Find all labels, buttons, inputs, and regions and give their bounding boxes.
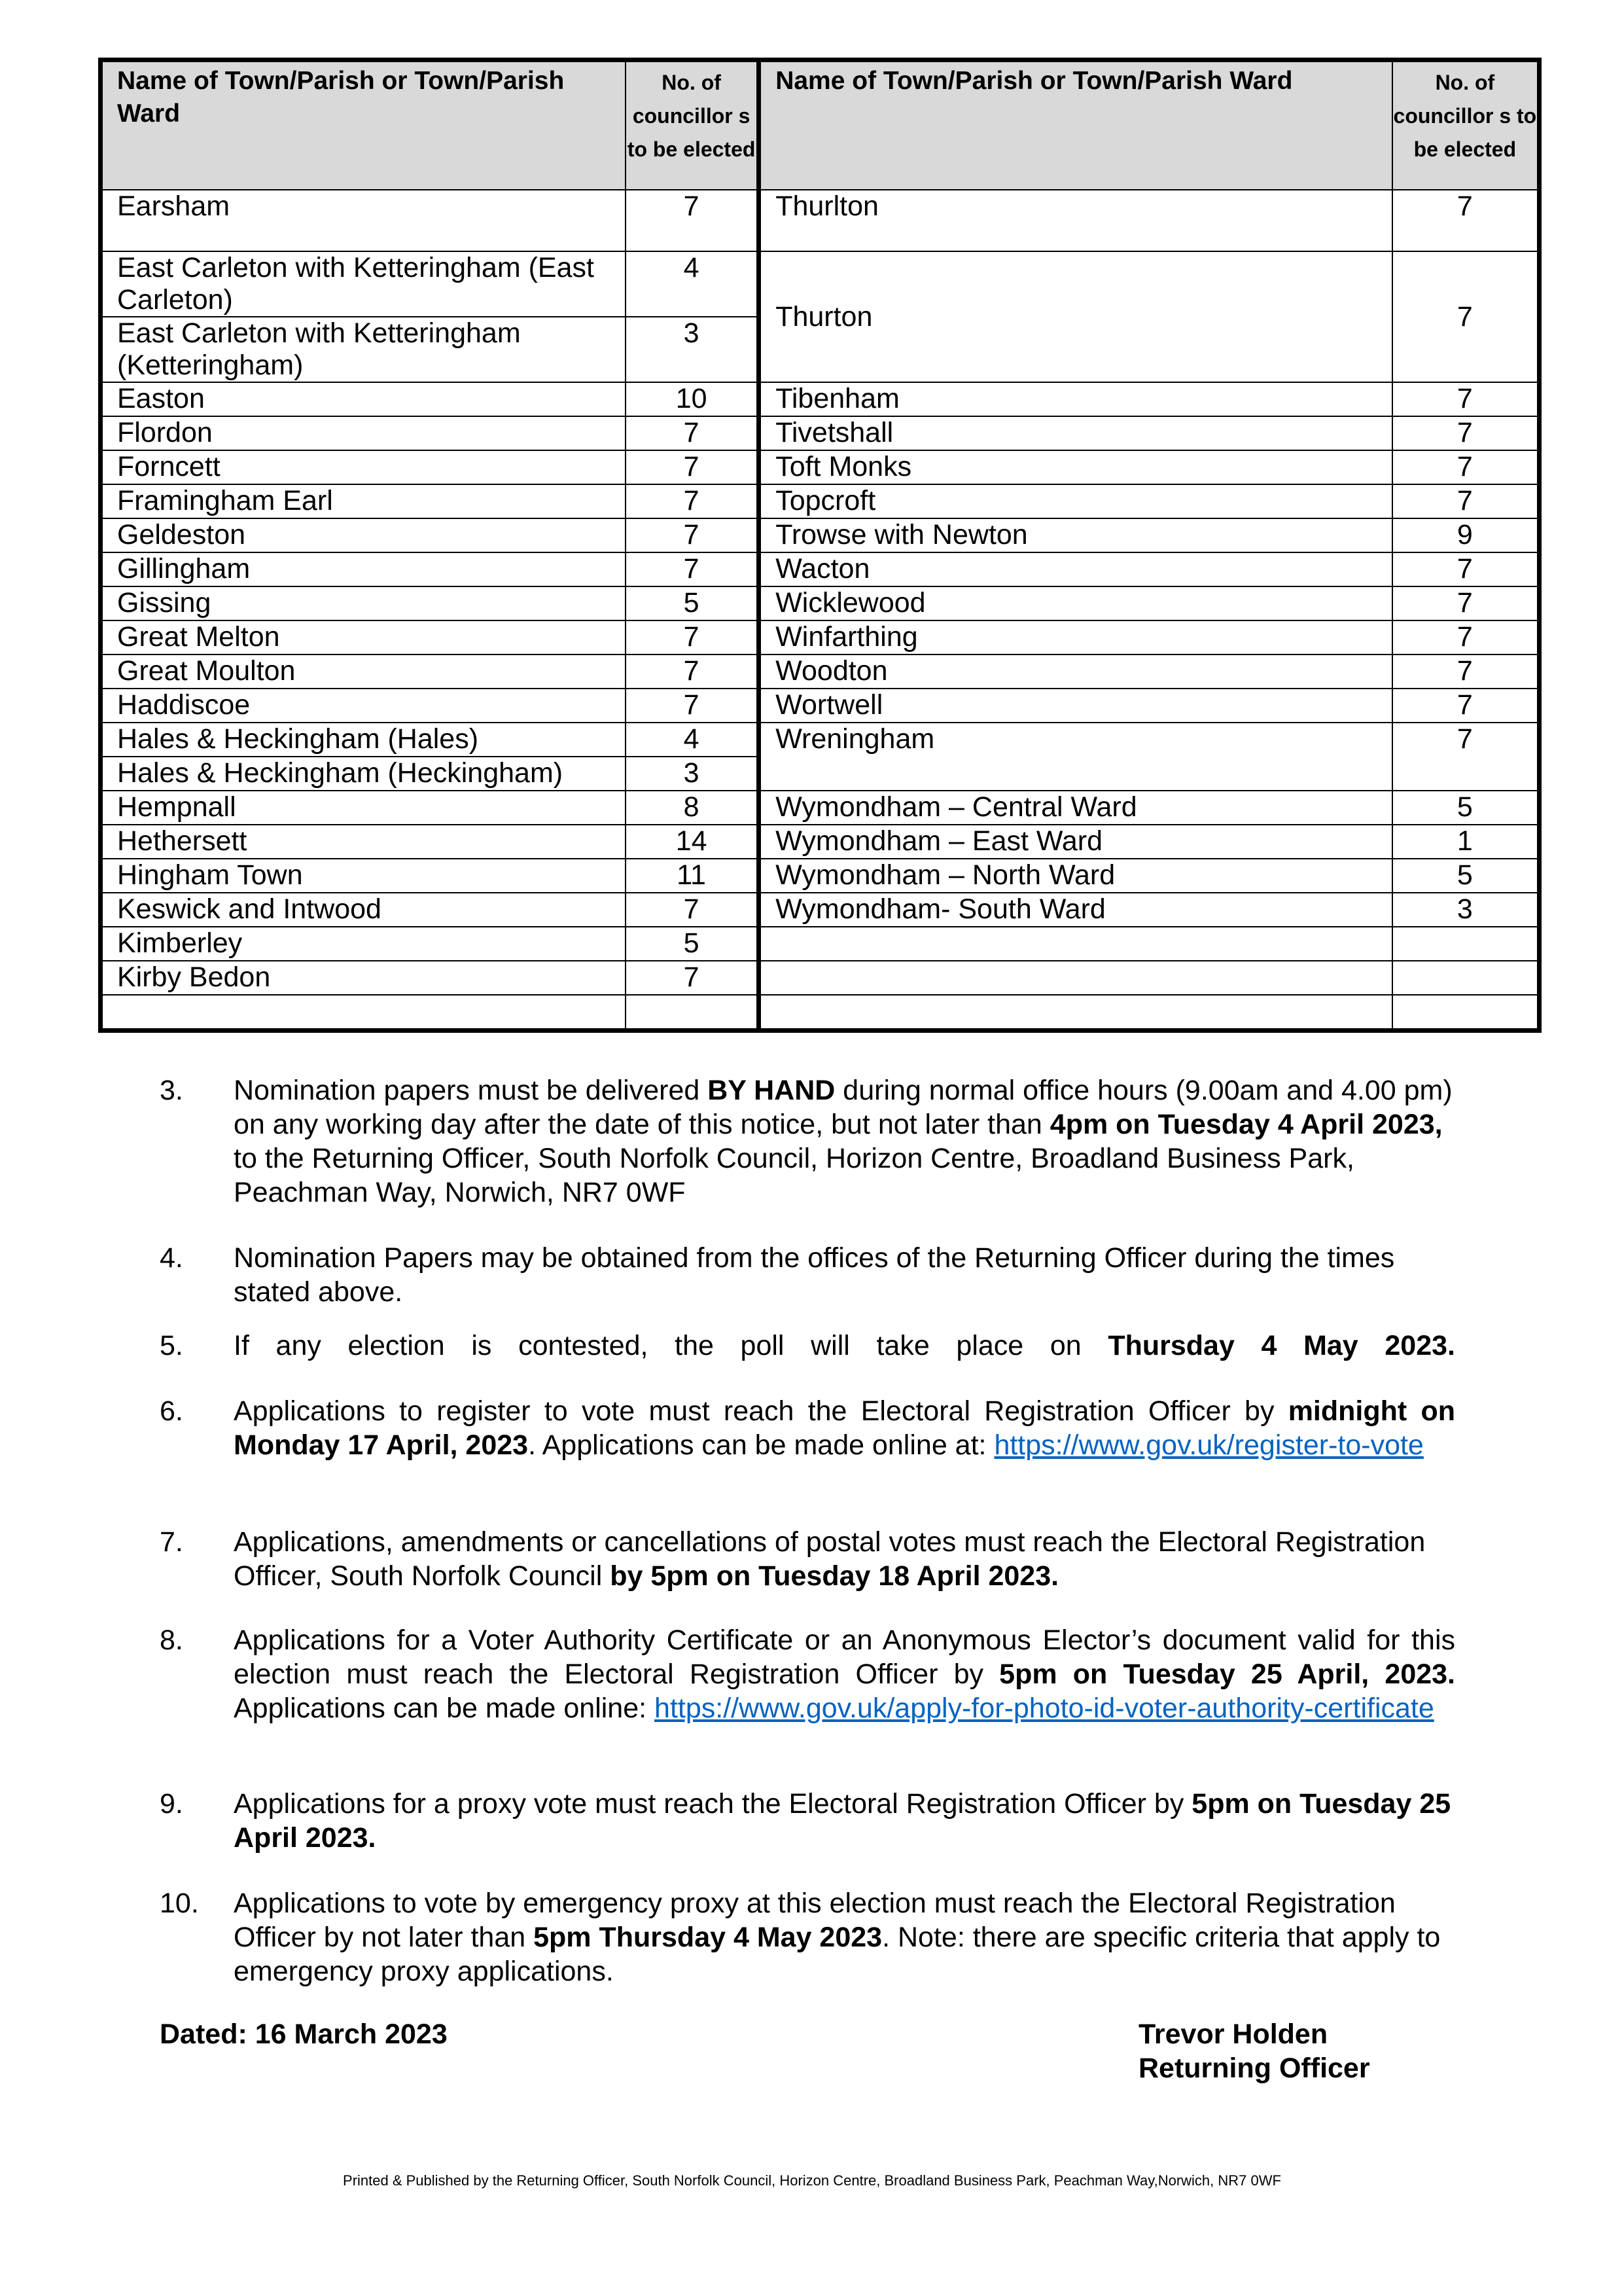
parish-name: Wymondham – East Ward [759,825,1392,859]
item-number: 10. [160,1888,199,1919]
councillor-count: 3 [626,317,759,382]
councillor-count: 7 [626,484,759,518]
councillor-count: 8 [626,791,759,825]
notice-item-9 [160,1787,1455,1859]
councillor-count [1392,995,1540,1031]
councillors-table [98,58,1542,1033]
councillor-count: 5 [1392,791,1540,825]
parish-name [759,927,1392,961]
text-run: Applications for a Voter Authority Certificate or an Anonymous Elector’s document valid for this election must reach the Electoral Registration Officer by [234,1624,1455,1690]
councillor-count: 5 [1392,859,1540,893]
item-text [234,1525,1455,1593]
parish-name: Great Melton [101,620,626,655]
councillor-count: 7 [626,416,759,450]
councillor-count: 7 [1392,484,1540,518]
header-name-left: Name of Town/Parish or Town/Parish Ward [101,60,626,190]
councillor-count: 7 [626,552,759,586]
parish-name: Hales & Heckingham (Heckingham) [101,757,626,791]
councillor-count: 7 [626,190,759,251]
parish-name: Forncett [101,450,626,484]
parish-name [759,961,1392,995]
text-bold: 4pm on Tuesday 4 April 2023, [1050,1109,1443,1140]
councillor-count: 7 [626,655,759,689]
parish-name: Flordon [101,416,626,450]
councillor-count [1392,927,1540,961]
parish-name: Topcroft [759,484,1392,518]
councillor-count: 9 [1392,518,1540,552]
parish-name: Woodton [759,655,1392,689]
item-text [234,1394,1455,1462]
header-count-right: No. of councillor s to be elected [1392,60,1540,190]
parish-name: Trowse with Newton [759,518,1392,552]
text-run: . Note: there are specific criteria that apply to emergency proxy applications. [234,1922,1441,1987]
parish-name [101,995,626,1031]
notice-item-3 [160,1073,1455,1211]
parish-name: Wymondham – North Ward [759,859,1392,893]
councillor-count: 14 [626,825,759,859]
councillor-count: 7 [1392,689,1540,723]
header-name-right: Name of Town/Parish or Town/Parish Ward [759,60,1392,190]
parish-name: Kimberley [101,927,626,961]
item-number: 5. [160,1330,183,1361]
item-text: Nomination Papers may be obtained from the offices of the Returning Officer during the times stated above. [234,1242,1395,1308]
councillor-count: 5 [626,586,759,620]
text-run: Applications, amendments or cancellations of postal votes must reach the Electoral Registration Officer, South Norfolk Council [234,1526,1426,1592]
councillor-count: 7 [1392,251,1540,382]
register-to-vote-link[interactable]: https://www.gov.uk/register-to-vote [994,1429,1424,1461]
councillor-count: 7 [1392,586,1540,620]
parish-name: Wymondham – Central Ward [759,791,1392,825]
text-run: . Applications can be made online at: [528,1429,995,1461]
text-bold: 5pm on Tuesday 25 April, 2023. [999,1659,1456,1690]
item-number: 9. [160,1788,183,1820]
item-number: 8. [160,1624,183,1656]
parish-name: Gillingham [101,552,626,586]
parish-name: East Carleton with Ketteringham (Ketteringham) [101,317,626,382]
text-run: Applications can be made online: [234,1693,655,1724]
councillor-count: 1 [1392,825,1540,859]
councillor-count: 11 [626,859,759,893]
councillor-count: 7 [1392,416,1540,450]
item-text [234,1073,1455,1210]
parish-name: Earsham [101,190,626,251]
councillor-count: 7 [626,893,759,927]
notice-item-8 [160,1623,1455,1761]
councillor-count: 7 [1392,655,1540,689]
item-number: 4. [160,1242,183,1274]
parish-name: East Carleton with Ketteringham (East Carleton) [101,251,626,317]
councillor-count [626,995,759,1031]
notice-item-10 [160,1886,1455,1991]
parish-name: Hingham Town [101,859,626,893]
text-run: Applications for a proxy vote must reach the Electoral Registration Officer by [234,1788,1192,1820]
parish-name: Thurton [759,251,1392,382]
councillor-count: 7 [1392,620,1540,655]
notice-item-6 [160,1394,1455,1499]
text-bold: by 5pm on Tuesday 18 April 2023. [610,1560,1059,1592]
councillor-count: 7 [626,689,759,723]
text-bold: 5pm Thursday 4 May 2023 [533,1922,883,1953]
parish-name: Wicklewood [759,586,1392,620]
parish-name: Wymondham- South Ward [759,893,1392,927]
parish-name: Hales & Heckingham (Hales) [101,723,626,757]
header-count-left: No. of councillor s to be elected [626,60,759,190]
notice-item-5 [160,1329,1455,1368]
councillor-count: 7 [1392,450,1540,484]
parish-name: Great Moulton [101,655,626,689]
councillor-count: 7 [626,961,759,995]
text-bold: midnight on Monday 17 April, 2023 [234,1395,1455,1461]
parish-name: Wreningham [759,723,1392,791]
councillor-count: 10 [626,382,759,416]
item-number: 7. [160,1526,183,1558]
dated-line: Dated: 16 March 2023 [160,2018,448,2050]
councillor-count: 4 [626,723,759,757]
notice-item-4 [160,1241,1455,1313]
text-run: to the Returning Officer, South Norfolk Council, Horizon Centre, Broadland Business Park, Peachman Way, Norwich, NR7 0WF [234,1143,1354,1208]
councillor-count: 7 [1392,190,1540,251]
parish-name: Easton [101,382,626,416]
text-bold: 5pm on Tuesday 25 April 2023. [234,1788,1451,1854]
item-number: 3. [160,1075,183,1106]
parish-name: Tivetshall [759,416,1392,450]
councillor-count: 7 [1392,723,1540,791]
item-text [234,1329,1455,1363]
text-bold: BY HAND [707,1075,836,1106]
voter-authority-certificate-link[interactable]: https://www.gov.uk/apply-for-photo-id-voter-authority-certificate [654,1693,1434,1724]
parish-name: Hethersett [101,825,626,859]
parish-name: Keswick and Intwood [101,893,626,927]
parish-name: Kirby Bedon [101,961,626,995]
parish-name: Framingham Earl [101,484,626,518]
printed-by-footer: Printed & Published by the Returning Officer, South Norfolk Council, Horizon Centre, Broadland Business Park, Peachman Way,Norwich, NR7 0WF [343,2172,1281,2189]
parish-name [759,995,1392,1031]
parish-name: Gissing [101,586,626,620]
parish-name: Hempnall [101,791,626,825]
councillor-count: 7 [1392,382,1540,416]
parish-name: Geldeston [101,518,626,552]
text-run: Applications to vote by emergency proxy at this election must reach the Electoral Registration Officer by not later than [234,1888,1396,1953]
item-number: 6. [160,1395,183,1427]
notice-item-7 [160,1525,1455,1597]
parish-name: Thurlton [759,190,1392,251]
officer-role: Returning Officer [1139,2053,1370,2084]
parish-name: Haddiscoe [101,689,626,723]
councillor-count: 7 [626,620,759,655]
councillor-count: 7 [1392,552,1540,586]
councillor-count: 7 [626,450,759,484]
item-text [234,1886,1455,1988]
parish-name: Toft Monks [759,450,1392,484]
councillor-count: 5 [626,927,759,961]
parish-name: Wacton [759,552,1392,586]
item-text [234,1623,1455,1725]
councillor-count: 3 [626,757,759,791]
item-text [234,1787,1455,1855]
text-run: Applications to register to vote must reach the Electoral Registration Officer by [234,1395,1288,1427]
parish-name: Wortwell [759,689,1392,723]
councillor-count: 4 [626,251,759,317]
text-run: If any election is contested, the poll will take place on [234,1330,1108,1361]
councillor-count: 7 [626,518,759,552]
officer-name: Trevor Holden [1139,2018,1328,2050]
councillor-count: 3 [1392,893,1540,927]
text-bold: Thursday 4 May 2023. [1108,1330,1455,1361]
parish-name: Tibenham [759,382,1392,416]
councillor-count [1392,961,1540,995]
text-run: Nomination papers must be delivered [234,1075,708,1106]
parish-name: Winfarthing [759,620,1392,655]
text-run: during normal office hours (9.00am and 4.00 pm) on any working day after the date of this notice, but not later than [234,1075,1453,1140]
